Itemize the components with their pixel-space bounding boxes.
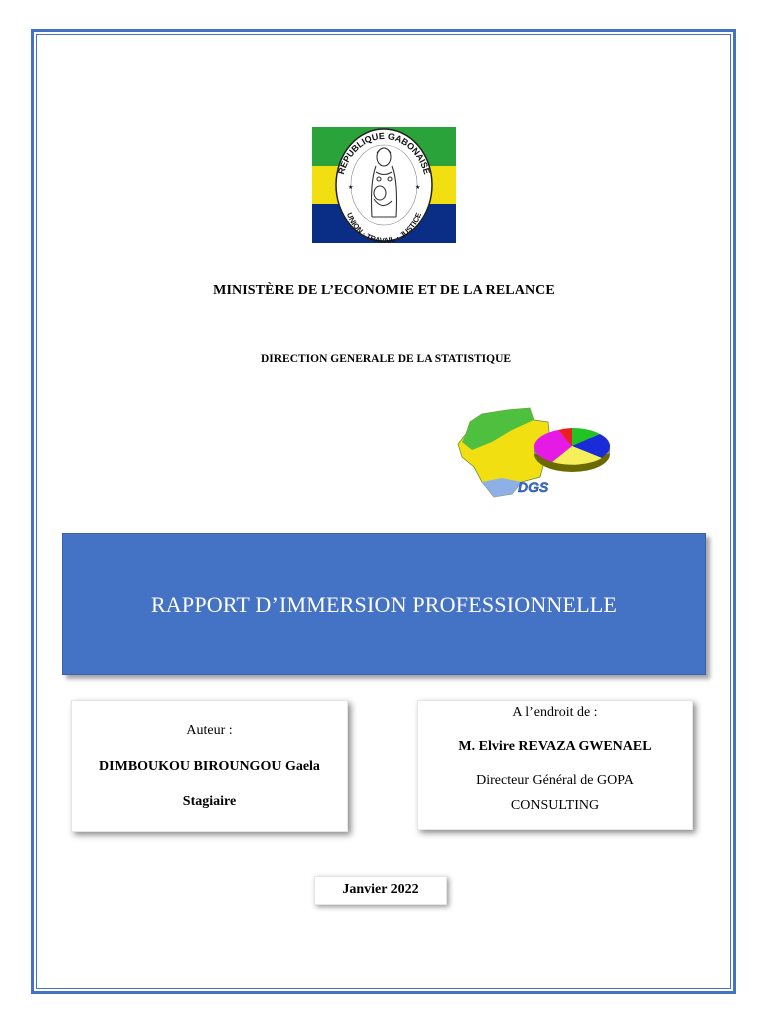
recipient-name: M. Elvire REVAZA GWENAEL <box>458 739 652 754</box>
recipient-role-line1: Directeur Général de GOPA <box>476 773 634 788</box>
recipient-card <box>417 700 693 830</box>
report-title: RAPPORT D’IMMERSION PROFESSIONNELLE <box>150 592 618 617</box>
dgs-text: DGS <box>518 479 549 495</box>
ministry-heading: MINISTÈRE DE L’ECONOMIE ET DE LA RELANCE <box>213 283 555 298</box>
date-box: Janvier 2022 <box>314 876 447 905</box>
recipient-role-line2: CONSULTING <box>510 798 600 813</box>
gabon-emblem-logo <box>312 127 456 243</box>
seal-top-text: RÉPUBLIQUE GABONAISE <box>335 130 433 176</box>
title-banner <box>62 533 706 675</box>
author-role: Stagiaire <box>182 794 237 809</box>
svg-text:★: ★ <box>415 185 421 191</box>
dgs-logo <box>452 402 612 502</box>
author-label: Auteur : <box>186 723 233 738</box>
map-blue-region <box>482 478 522 497</box>
pie-chart-graphic <box>534 428 610 472</box>
author-card <box>71 700 348 832</box>
recipient-label: A l’endroit de : <box>512 705 598 720</box>
seal-bottom-text: UNION · TRAVAIL · JUSTICE <box>344 211 424 243</box>
author-name: DIMBOUKOU BIROUNGOU Gaela <box>99 759 320 774</box>
svg-text:★: ★ <box>348 185 354 191</box>
direction-heading: DIRECTION GENERALE DE LA STATISTIQUE <box>260 353 512 365</box>
